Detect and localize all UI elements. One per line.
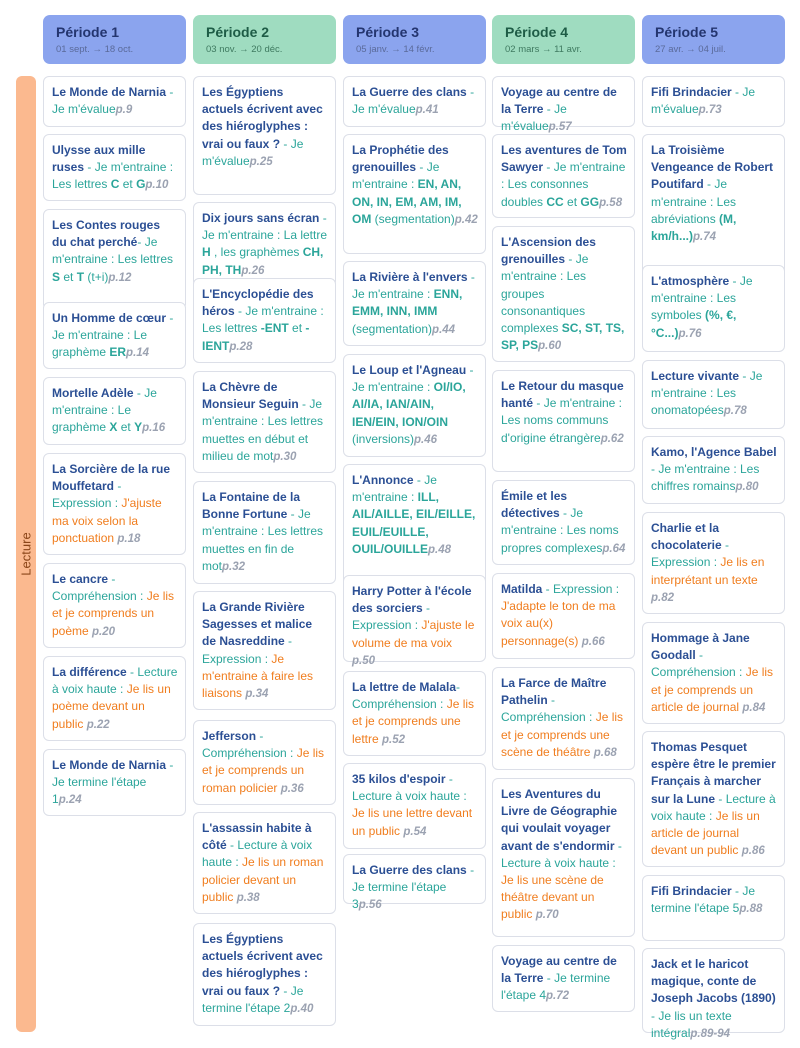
card-e1: Je lis une lettre devant un public xyxy=(352,806,473,838)
card-d1: Je m'entraine : Les lettres xyxy=(202,304,324,336)
lesson-card[interactable] xyxy=(193,76,336,195)
card-d1: Lecture à voix haute : xyxy=(651,791,776,823)
card-d1: Je m'entraine : Les chiffres romains xyxy=(651,462,760,494)
card-page: p.72 xyxy=(546,990,570,1003)
card-page: p.48 xyxy=(428,543,452,556)
card-title: La Guerre des clans xyxy=(352,85,467,99)
card-page: p.76 xyxy=(678,327,702,340)
lesson-card[interactable] xyxy=(193,481,336,584)
card-d1: Lecture à voix haute : xyxy=(52,665,178,697)
card-page: p.42 xyxy=(454,213,478,226)
card-d1: Je m'entraine : Les onomatopées xyxy=(651,369,763,418)
card-page: p.40 xyxy=(290,1002,314,1015)
card-d1: Je m'entraine : Les groupes consonantiques complexes xyxy=(501,252,589,336)
card-sep: - xyxy=(445,772,453,786)
card-sep: - xyxy=(114,479,122,494)
period-title: Période 3 xyxy=(356,24,420,40)
card-page: p.73 xyxy=(698,104,722,117)
card-d1: Je m'entraine : Les lettres muettes en fin de mot xyxy=(202,507,324,573)
lesson-card[interactable] xyxy=(343,671,486,756)
card-sep: - xyxy=(108,572,116,586)
card-page: p.66 xyxy=(581,635,605,648)
lesson-card[interactable] xyxy=(492,945,635,1012)
card-e1: Je lis et je comprends un poème xyxy=(52,589,175,638)
card-d1: Expression : xyxy=(202,651,272,666)
card-page: p.34 xyxy=(245,688,269,701)
lesson-card[interactable] xyxy=(43,656,186,741)
lesson-card[interactable] xyxy=(343,76,486,127)
lesson-card[interactable] xyxy=(492,778,635,937)
card-title: Dix jours sans écran xyxy=(202,211,320,225)
card-b2: GG xyxy=(580,194,600,209)
card-d2: , les graphèmes xyxy=(210,245,303,260)
period-5-header[interactable] xyxy=(642,15,785,64)
lesson-card[interactable] xyxy=(43,209,186,310)
lesson-card[interactable] xyxy=(492,480,635,565)
card-sep: - xyxy=(559,506,571,521)
lesson-card[interactable] xyxy=(642,731,785,867)
lesson-card[interactable] xyxy=(642,948,785,1040)
card-title: Lecture vivante xyxy=(651,369,740,383)
lesson-card[interactable] xyxy=(193,923,336,1026)
card-title: La lettre de Malala xyxy=(352,680,457,694)
card-e1: Je lis et je comprends une scène de théâtre xyxy=(501,710,624,759)
period-dates: 05 janv. → 14 févr. xyxy=(356,44,435,55)
period-title: Période 4 xyxy=(505,24,569,40)
card-title: L'atmosphère xyxy=(651,274,730,288)
card-e1: J'adapte le ton de ma voix au(x) personnage(s) xyxy=(501,599,616,648)
card-e1: Je lis un article de journal devant un public xyxy=(651,808,760,858)
card-e1: J'ajuste le volume de ma voix xyxy=(352,618,475,650)
card-d1: Lecture à voix haute : xyxy=(352,789,467,804)
card-title: Voyage au centre de la Terre xyxy=(501,85,617,117)
card-d1: Expression : xyxy=(352,618,422,633)
card-e1: Je m'entraine à faire les liaisons xyxy=(202,651,314,701)
lesson-card[interactable] xyxy=(43,302,186,369)
lesson-card[interactable] xyxy=(642,875,785,941)
card-title: Le Retour du masque hanté xyxy=(501,379,624,411)
card-e1: Je lis un poème devant un public xyxy=(52,682,171,731)
card-page: p.78 xyxy=(723,405,747,418)
card-page: p.74 xyxy=(693,231,717,244)
card-title: La Rivière à l'envers xyxy=(352,270,468,284)
card-b1: C xyxy=(110,177,120,192)
card-title: La Grande Rivière Sagesses et malice de Nasreddine xyxy=(202,600,313,649)
card-title: Harry Potter à l'école des sorciers xyxy=(352,584,472,616)
card-d1: Compréhension : xyxy=(202,746,297,761)
card-b2: CH, PH, TH xyxy=(202,245,324,277)
card-title: La Prophétie des grenouilles xyxy=(352,143,449,175)
card-page: p.20 xyxy=(92,625,116,638)
card-page: p.62 xyxy=(600,432,624,445)
card-sep: - xyxy=(466,863,475,877)
card-sep: - xyxy=(695,648,704,663)
lesson-card[interactable] xyxy=(343,134,486,254)
card-e1: Je lis un roman policier devant un public xyxy=(202,855,324,904)
card-title: L'Ascension des grenouilles xyxy=(501,235,596,267)
lesson-card[interactable] xyxy=(43,453,186,555)
card-title: Charlie et la chocolaterie xyxy=(651,521,722,553)
card-page: p.68 xyxy=(593,746,617,759)
card-page: p.30 xyxy=(273,450,297,463)
lesson-card[interactable] xyxy=(642,512,785,614)
card-d1: Je termine l'étape 5 xyxy=(651,884,756,916)
card-title: La Guerre des clans xyxy=(352,863,467,877)
card-page: p.60 xyxy=(538,340,562,353)
card-sep: - xyxy=(416,160,427,175)
lesson-card[interactable] xyxy=(492,76,635,134)
card-b1: (M, km/h...) xyxy=(651,211,737,244)
card-title: Le Monde de Narnia xyxy=(52,758,167,772)
card-sep: - xyxy=(133,386,145,400)
card-sep: - xyxy=(614,838,622,853)
lesson-card[interactable] xyxy=(642,265,785,352)
card-d1: Je termine l'étape 4 xyxy=(501,971,611,1003)
period-dates: 01 sept. → 18 oct. xyxy=(56,44,134,55)
lesson-card[interactable] xyxy=(492,226,635,362)
card-title: La Chèvre de Monsieur Seguin xyxy=(202,380,299,412)
card-sep: - xyxy=(137,235,145,250)
card-title: Fifi Brindacier xyxy=(651,884,732,898)
card-d3: (t+i) xyxy=(84,269,109,284)
card-title: Thomas Pesquet espère être le premier Français à marcher sur la Lune xyxy=(651,740,776,806)
card-title: Le Loup et l'Agneau xyxy=(352,363,467,377)
card-title: Jefferson xyxy=(202,729,257,743)
card-b1: X xyxy=(109,420,118,435)
card-d1: Je m'entraine : Les symboles xyxy=(651,274,753,323)
card-d1: Je m'entraine : Les noms communs d'origine étrangère xyxy=(501,396,623,445)
card-d1: Je m'entraine : xyxy=(352,473,437,505)
card-page: p.10 xyxy=(145,179,169,192)
card-page: p.80 xyxy=(735,481,759,494)
lesson-card[interactable] xyxy=(642,76,785,127)
card-b1: CC xyxy=(546,194,564,209)
card-sep: - xyxy=(721,538,730,553)
card-page: p.58 xyxy=(599,196,623,209)
card-d1: Je m'entraine : Le graphème xyxy=(52,386,157,435)
card-page: p.38 xyxy=(236,891,260,904)
card-sep: - xyxy=(543,102,555,117)
card-page: p.46 xyxy=(414,433,438,446)
card-page: p.64 xyxy=(602,542,626,555)
card-sep: - xyxy=(731,884,743,898)
card-e1: Je lis et je comprends une lettre xyxy=(352,697,475,746)
card-page: p.56 xyxy=(358,899,382,912)
period-1-header[interactable] xyxy=(43,15,186,64)
card-d2: (segmentation) xyxy=(352,321,433,336)
card-page: p.84 xyxy=(742,701,766,714)
card-page: p.54 xyxy=(403,825,427,838)
period-3-header[interactable] xyxy=(343,15,486,64)
card-b1: ER xyxy=(109,345,127,360)
card-d1: Je m'entraine : Le graphème xyxy=(52,328,148,360)
card-page: p.9 xyxy=(115,104,133,117)
card-page: p.18 xyxy=(117,532,141,545)
lesson-card[interactable] xyxy=(492,134,635,218)
card-d1: Lecture à voix haute : xyxy=(501,855,616,870)
card-b1: ILL, AIL/AILLE, EIL/EILLE, EUIL/EUILLE, OUIL/OUILLE xyxy=(352,490,476,556)
card-b2: G xyxy=(136,177,146,192)
card-sep: - xyxy=(703,177,715,192)
card-b1: H xyxy=(202,245,211,260)
card-sep: - xyxy=(298,397,310,412)
card-page: p.24 xyxy=(58,794,82,807)
card-page: p.44 xyxy=(432,323,456,336)
card-title: La Sorcière de la rue Mouffetard xyxy=(52,462,171,494)
card-sep: - xyxy=(284,634,293,649)
card-title: La Troisième Vengeance de Robert Poutifard xyxy=(651,143,774,192)
card-d2: et xyxy=(563,194,581,209)
card-sep: - xyxy=(651,1008,659,1023)
card-d1: Je m'entraine : Les consonnes doubles xyxy=(501,160,626,209)
card-sep: - xyxy=(543,160,554,175)
card-d1: Je m'entraine : xyxy=(352,380,434,395)
card-sep: - xyxy=(565,252,576,267)
period-title: Période 1 xyxy=(56,24,120,40)
card-d2: et xyxy=(119,177,137,192)
card-b2: T xyxy=(76,269,85,284)
card-page: p.14 xyxy=(126,347,150,360)
card-b1: -ENT xyxy=(260,321,289,336)
card-page: p.89-94 xyxy=(690,1027,730,1040)
lesson-card[interactable] xyxy=(193,278,336,363)
card-title: Un Homme de cœur xyxy=(52,311,167,325)
card-page: p.50 xyxy=(352,654,376,667)
lesson-card[interactable] xyxy=(642,134,785,277)
card-d1: Je m'évalue xyxy=(501,102,567,134)
lesson-card[interactable] xyxy=(492,667,635,770)
card-title: Kamo, l'Agence Babel xyxy=(651,445,777,459)
card-d1: Je m'entraine : Les lettres muettes en début et milieu de mot xyxy=(202,397,324,463)
period-dates: 02 mars → 11 avr. xyxy=(505,44,582,55)
card-title: Les Aventures du Livre de Géographie qui voulait voyager avant de s'endormir xyxy=(501,787,618,853)
card-page: p.82 xyxy=(651,591,675,604)
card-title: Matilda xyxy=(501,582,543,596)
card-page: p.16 xyxy=(142,422,166,435)
card-title: Fifi Brindacier xyxy=(651,85,732,99)
card-d1: Je m'entraine : xyxy=(352,160,440,192)
card-sep: - xyxy=(467,270,475,284)
card-sep: - xyxy=(287,507,298,522)
card-e1: Je lis et je comprends un roman policier xyxy=(202,746,325,795)
card-sep: - xyxy=(651,462,659,477)
card-page: p.41 xyxy=(415,104,439,117)
card-sep: - xyxy=(319,211,327,225)
card-d1: Je m'entraine : Les lettres xyxy=(52,160,174,192)
lesson-card[interactable] xyxy=(193,812,336,914)
card-sep: - xyxy=(256,729,264,743)
card-page: p.57 xyxy=(548,121,572,134)
card-d1: Je m'évalue xyxy=(651,85,756,117)
card-page: p.25 xyxy=(249,155,273,168)
card-sep: - xyxy=(466,85,475,99)
card-b2: Y xyxy=(134,420,143,435)
card-b1: (%, €, °C...) xyxy=(651,308,737,340)
card-e1: Je lis en interprétant un texte xyxy=(651,555,765,587)
card-sep: - xyxy=(166,311,174,325)
domain-label: Lecture xyxy=(18,532,34,576)
card-sep: - xyxy=(466,363,474,377)
card-sep: - xyxy=(84,160,95,175)
card-d1: Je m'entraine : Les lettres xyxy=(52,235,174,267)
card-title: La Fontaine de la Bonne Fortune xyxy=(202,490,301,522)
card-e1: Je lis une scène de théâtre devant un public xyxy=(501,873,604,922)
card-sep: - xyxy=(413,473,425,487)
card-sep: - xyxy=(715,791,726,806)
card-b1: S xyxy=(52,269,61,284)
card-d1: Je m'évalue xyxy=(202,136,304,168)
lesson-card[interactable] xyxy=(43,76,186,127)
card-page: p.22 xyxy=(86,718,110,731)
lesson-card[interactable] xyxy=(43,377,186,445)
card-d1: Je m'évalue xyxy=(52,102,116,117)
card-title: Émile et les détectives xyxy=(501,489,568,521)
card-sep: - xyxy=(739,369,750,383)
card-d1: Je termine l'étape 2 xyxy=(202,983,304,1015)
lesson-card[interactable] xyxy=(642,622,785,724)
card-title: Le Monde de Narnia xyxy=(52,85,167,99)
period-title: Période 2 xyxy=(206,24,270,40)
card-page: p.52 xyxy=(382,733,406,746)
lesson-card[interactable] xyxy=(343,261,486,346)
card-sep: - xyxy=(280,136,291,151)
card-page: p.86 xyxy=(741,845,765,858)
card-page: p.70 xyxy=(535,909,559,922)
card-b1: ENN, EMM, INN, IMM xyxy=(352,287,463,319)
card-sep: - xyxy=(234,304,246,319)
lesson-card[interactable] xyxy=(642,360,785,429)
card-d1: Expression : xyxy=(553,582,620,596)
card-title: L'Annonce xyxy=(352,473,414,487)
card-title: Hommage à Jane Goodall xyxy=(651,631,750,663)
lesson-card[interactable] xyxy=(343,763,486,849)
lesson-card[interactable] xyxy=(343,464,486,585)
lesson-card[interactable] xyxy=(492,370,635,472)
card-title: Ulysse aux mille ruses xyxy=(52,143,146,175)
lesson-card[interactable] xyxy=(43,749,186,816)
card-d2: et xyxy=(60,269,77,284)
card-title: L'assassin habite à côté xyxy=(202,821,312,853)
card-b2: -IENT xyxy=(202,321,310,353)
card-sep: - xyxy=(280,983,291,998)
period-dates: 27 avr. → 04 juil. xyxy=(655,44,726,55)
card-sep: - xyxy=(226,838,238,853)
period-title: Période 5 xyxy=(655,24,719,40)
lesson-card[interactable] xyxy=(343,854,486,912)
card-d1: Compréhension : xyxy=(651,665,746,680)
card-d1: Je termine l'étape 1 xyxy=(52,775,147,807)
card-d1: Compréhension : xyxy=(52,589,147,604)
card-sep: - xyxy=(729,274,740,288)
lesson-card[interactable] xyxy=(343,575,486,667)
card-e1: Je lis et je comprends un article de journal xyxy=(651,665,774,714)
lesson-card[interactable] xyxy=(193,202,336,287)
period-2-header[interactable] xyxy=(193,15,336,64)
card-page: p.12 xyxy=(108,271,132,284)
card-e1: J'ajuste ma voix selon la ponctuation xyxy=(52,496,162,545)
card-d1: Je m'entraine : xyxy=(352,287,434,302)
card-title: La Farce de Maître Pathelin xyxy=(501,676,607,708)
card-sep: - xyxy=(542,582,554,596)
card-d1: Je termine l'étape 3 xyxy=(352,880,447,912)
card-d1: Expression : xyxy=(52,496,122,511)
card-sep: - xyxy=(547,693,556,708)
period-dates: 03 nov. → 20 déc. xyxy=(206,44,283,55)
lesson-card[interactable] xyxy=(193,720,336,805)
card-sep: - xyxy=(166,85,174,99)
card-b1: OI/IO, AI/IA, IAN/AIN, IEN/EIN, ION/OIN xyxy=(352,380,466,429)
card-title: 35 kilos d'espoir xyxy=(352,772,446,786)
card-page: p.88 xyxy=(739,903,763,916)
card-d1: Je m'évalue xyxy=(352,102,416,117)
card-title: La différence xyxy=(52,665,127,679)
card-title: Jack et le haricot magique, conte de Joseph Jacobs (1890) xyxy=(651,957,776,1006)
lesson-card[interactable] xyxy=(43,134,186,201)
period-headers xyxy=(43,15,786,64)
card-d2: (segmentation) xyxy=(371,211,455,226)
card-d1: Je m'entraine : Les abréviations xyxy=(651,177,737,226)
card-sep: - xyxy=(533,396,544,411)
card-title: Les aventures de Tom Sawyer xyxy=(501,143,627,175)
card-sep: - xyxy=(543,971,555,986)
card-sep: - xyxy=(456,680,461,694)
lesson-card[interactable] xyxy=(492,573,635,659)
card-sep: - xyxy=(731,85,743,99)
card-sep: - xyxy=(166,758,174,772)
lesson-card[interactable] xyxy=(343,354,486,457)
lesson-card[interactable] xyxy=(43,563,186,648)
card-page: p.28 xyxy=(229,340,253,353)
card-d1: Je m'entraine : Les noms propres complexes xyxy=(501,506,619,555)
card-title: Les Égyptiens actuels écrivent avec des hiéroglyphes : vrai ou faux ? xyxy=(202,932,323,998)
lesson-card[interactable] xyxy=(642,436,785,504)
card-page: p.32 xyxy=(222,560,246,573)
card-sep: - xyxy=(126,665,138,679)
card-d1: Expression : xyxy=(651,555,721,570)
card-title: Les Égyptiens actuels écrivent avec des hiéroglyphes : vrai ou faux ? xyxy=(202,85,323,151)
card-b1: EN, AN, ON, IN, EM, AM, IM, OM xyxy=(352,177,462,226)
card-title: L'Encyclopédie des héros xyxy=(202,287,314,319)
period-4-header[interactable] xyxy=(492,15,635,64)
card-d1: Je lis un texte intégral xyxy=(651,1008,732,1040)
card-d2: et xyxy=(288,321,306,336)
card-sep: - xyxy=(422,601,431,616)
card-d2: (inversions) xyxy=(352,431,415,446)
card-b1: SC, ST, TS, SP, PS xyxy=(501,321,625,353)
card-d1: Lecture à voix haute : xyxy=(202,838,313,870)
card-d1: Compréhension : xyxy=(352,697,447,712)
card-page: p.26 xyxy=(241,264,265,277)
card-page: p.36 xyxy=(280,782,304,795)
card-title: Les Contes rouges du chat perché xyxy=(52,218,161,250)
card-title: Voyage au centre de la Terre xyxy=(501,954,617,986)
lesson-card[interactable] xyxy=(193,591,336,710)
card-d1: Compréhension : xyxy=(501,710,596,725)
card-d1: Je m'entraine : La lettre xyxy=(202,228,328,243)
card-title: Le cancre xyxy=(52,572,109,586)
lesson-card[interactable] xyxy=(193,371,336,473)
card-title: Mortelle Adèle xyxy=(52,386,134,400)
card-d2: et xyxy=(117,420,135,435)
domain-band xyxy=(16,76,36,1032)
